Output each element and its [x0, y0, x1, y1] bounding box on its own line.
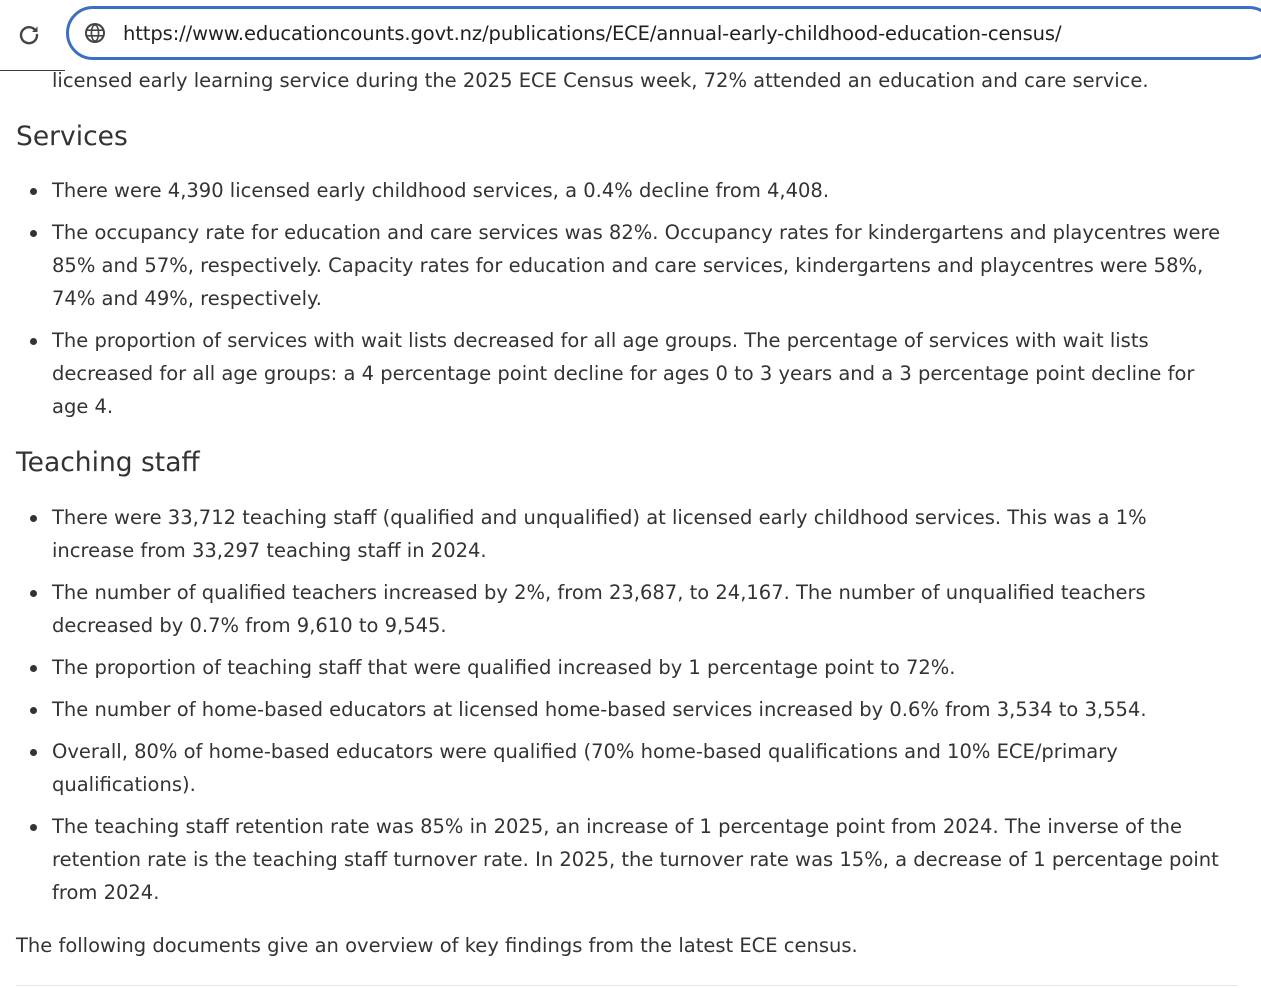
browser-toolbar [0, 0, 1261, 70]
closing-paragraph: The following documents give an overview of key findings from the latest ECE census. [16, 934, 858, 957]
url-text[interactable]: https://www.educationcounts.govt.nz/publications/ECE/annual-early-childhood-education-census/ [123, 21, 1062, 45]
teaching-staff-item: The teaching staff retention rate was 85% in 2025, an increase of 1 percentage point from 2024. The inverse of the retention rate is the teaching staff turnover rate. In 2025, the turnover rate was 15%, a decrease of 1 percentage point from 2024. [0, 810, 1240, 909]
teaching-staff-list [0, 501, 1240, 918]
section-divider [16, 985, 1238, 986]
services-list [0, 174, 1240, 432]
teaching-staff-heading: Teaching staff [16, 447, 200, 478]
teaching-staff-item: Overall, 80% of home-based educators were qualified (70% home-based qualifications and 10% ECE/primary qualifications). [0, 735, 1240, 801]
lead-paragraph-fragment: licensed early learning service during the 2025 ECE Census week, 72% attended an education and care service. [52, 71, 1149, 92]
teaching-staff-item: The number of qualified teachers increased by 2%, from 23,687, to 24,167. The number of unqualified teachers decreased by 0.7% from 9,610 to 9,545. [0, 576, 1240, 642]
services-item: The occupancy rate for education and care services was 82%. Occupancy rates for kindergartens and playcentres were 85% and 57%, respectively. Capacity rates for education and care services, kindergartens and playcentres were 58%, 74% and 49%, respectively. [0, 216, 1240, 315]
teaching-staff-item: There were 33,712 teaching staff (qualified and unqualified) at licensed early childhood services. This was a 1% increase from 33,297 teaching staff in 2024. [0, 501, 1240, 567]
services-heading: Services [16, 121, 128, 152]
teaching-staff-item: The proportion of teaching staff that were qualified increased by 1 percentage point to 72%. [0, 651, 1240, 684]
page-content [0, 71, 1261, 988]
services-item: The proportion of services with wait lists decreased for all age groups. The percentage of services with wait lists decreased for all age groups: a 4 percentage point decline for ages 0 to 3 years and a 3 percentage point decline for age 4. [0, 324, 1240, 423]
reload-icon[interactable] [16, 22, 42, 48]
services-item: There were 4,390 licensed early childhood services, a 0.4% decline from 4,408. [0, 174, 1240, 207]
site-info-icon[interactable] [83, 21, 107, 45]
address-bar[interactable] [66, 6, 1261, 60]
teaching-staff-item: The number of home-based educators at licensed home-based services increased by 0.6% from 3,534 to 3,554. [0, 693, 1240, 726]
